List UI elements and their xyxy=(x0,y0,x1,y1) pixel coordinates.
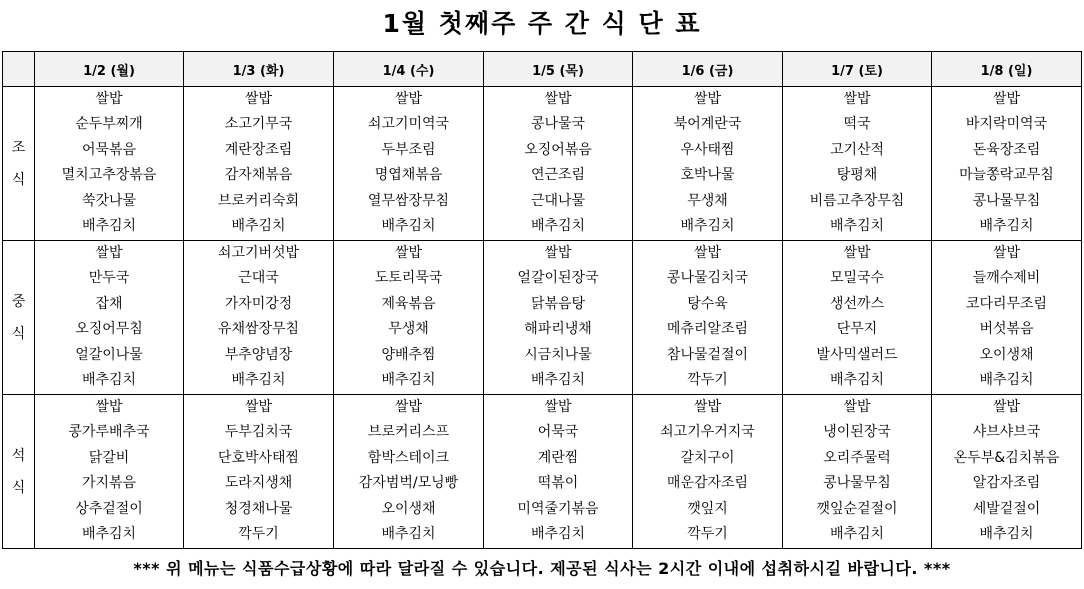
menu-item: 쌀밥 xyxy=(95,91,123,107)
menu-item: 돈육장조림 xyxy=(972,141,1041,158)
meal-row xyxy=(3,395,1082,549)
menu-item: 들깨수제비 xyxy=(972,270,1041,287)
menu-item: 쌀밥 xyxy=(95,245,123,261)
menu-item: 콩나물무침 xyxy=(823,475,891,492)
menu-item: 배추김치 xyxy=(381,525,436,542)
menu-item: 깍두기 xyxy=(687,525,728,542)
meal-label-char: 식 xyxy=(11,171,26,188)
meal-row xyxy=(3,241,1082,395)
menu-item: 멸치고추장볶음 xyxy=(61,167,157,184)
day-header: 1/5 (목) xyxy=(484,52,633,87)
menu-item: 배추김치 xyxy=(530,525,586,542)
menu-cell xyxy=(184,241,334,395)
menu-item: 샤브샤브국 xyxy=(972,424,1041,441)
menu-item: 바지락미역국 xyxy=(965,116,1048,133)
menu-item: 우사태찜 xyxy=(680,141,735,158)
menu-item: 만두국 xyxy=(88,270,130,287)
menu-item: 쌀밥 xyxy=(394,245,423,261)
menu-item: 북어계란국 xyxy=(673,116,742,133)
menu-item: 닭갈비 xyxy=(88,449,130,466)
meal-label-char: 식 xyxy=(11,479,26,496)
menu-item: 모밀국수 xyxy=(829,270,885,287)
menu-item: 호박나물 xyxy=(680,167,735,184)
menu-item: 쌀밥 xyxy=(244,399,273,415)
menu-cell xyxy=(484,241,633,395)
menu-item: 쇠고기버섯밥 xyxy=(217,245,300,261)
menu-item: 무생채 xyxy=(388,321,429,338)
menu-item: 배추김치 xyxy=(829,525,885,542)
menu-cell xyxy=(783,395,932,549)
menu-item: 감자채볶음 xyxy=(224,167,293,184)
menu-item: 배추김치 xyxy=(829,217,885,234)
menu-item: 쇠고기우거지국 xyxy=(660,424,755,441)
menu-cell xyxy=(633,241,783,395)
menu-cell xyxy=(633,87,783,241)
menu-item: 쌀밥 xyxy=(992,91,1021,107)
menu-item: 근대나물 xyxy=(530,192,586,209)
menu-item: 쌀밥 xyxy=(843,91,871,107)
menu-cell xyxy=(783,87,932,241)
menu-cell xyxy=(932,395,1082,549)
footer-notice: *** 위 메뉴는 식품수급상황에 따라 달라질 수 있습니다. 제공된 식사는 2시간 이내에 섭취하시길 바랍니다. *** xyxy=(133,559,951,578)
day-header: 1/7 (토) xyxy=(783,52,932,87)
menu-item: 도라지생채 xyxy=(224,475,293,492)
menu-item: 배추김치 xyxy=(81,525,137,542)
meal-label-char: 석 xyxy=(11,447,26,464)
menu-item: 해파리냉채 xyxy=(524,321,592,338)
menu-item: 배추김치 xyxy=(979,217,1034,234)
menu-item: 가자미강정 xyxy=(224,295,293,312)
meal-label xyxy=(3,241,35,395)
meal-label xyxy=(3,395,35,549)
menu-item: 계란찜 xyxy=(537,449,579,466)
menu-item: 메츄리알조림 xyxy=(666,321,749,338)
menu-item: 마늘쫑락교무침 xyxy=(959,167,1054,184)
day-header: 1/8 (일) xyxy=(932,52,1082,87)
menu-item: 알감자조림 xyxy=(972,475,1041,492)
menu-cell xyxy=(184,395,334,549)
menu-item: 코다리무조림 xyxy=(965,295,1048,312)
menu-item: 쌀밥 xyxy=(394,399,423,415)
menu-cell xyxy=(334,87,484,241)
menu-item: 소고기무국 xyxy=(224,116,293,133)
menu-item: 쌀밥 xyxy=(693,245,722,261)
day-header: 1/4 (수) xyxy=(334,52,484,87)
menu-item: 떡볶이 xyxy=(537,475,579,492)
menu-item: 배추김치 xyxy=(381,371,436,388)
menu-item: 탕평채 xyxy=(836,167,878,184)
day-header: 1/6 (금) xyxy=(633,52,783,87)
menu-item: 떡국 xyxy=(843,116,871,133)
menu-cell xyxy=(932,241,1082,395)
menu-item: 함박스테이크 xyxy=(367,449,450,466)
menu-item: 단호박사태찜 xyxy=(217,449,300,466)
menu-item: 얼갈이된장국 xyxy=(517,270,599,287)
menu-item: 쌀밥 xyxy=(992,399,1021,415)
menu-item: 쇠고기미역국 xyxy=(367,116,450,133)
menu-item: 브로커리숙회 xyxy=(217,192,300,209)
menu-item: 오이생채 xyxy=(979,346,1034,363)
meal-row xyxy=(3,87,1082,241)
menu-item: 오징어무침 xyxy=(75,321,143,338)
menu-cell xyxy=(484,395,633,549)
menu-item: 깻잎순겉절이 xyxy=(816,500,898,517)
meal-label-char: 중 xyxy=(11,293,26,310)
menu-item: 감자범벅/모닝빵 xyxy=(358,475,459,492)
day-header: 1/2 (월) xyxy=(35,52,184,87)
menu-item: 상추겉절이 xyxy=(75,500,143,517)
menu-item: 쌀밥 xyxy=(394,91,423,107)
menu-item: 제육볶음 xyxy=(381,295,436,312)
menu-item: 오이생채 xyxy=(381,500,436,517)
menu-item: 가지볶음 xyxy=(81,475,137,492)
menu-item: 배추김치 xyxy=(680,217,735,234)
header-row xyxy=(3,52,1082,87)
menu-item: 쑥갓나물 xyxy=(81,192,137,209)
menu-cell xyxy=(334,241,484,395)
menu-item: 쌀밥 xyxy=(244,91,273,107)
menu-item: 배추김치 xyxy=(530,217,586,234)
menu-item: 어묵볶음 xyxy=(81,141,137,158)
menu-item: 매운감자조림 xyxy=(666,475,749,492)
menu-item: 쌀밥 xyxy=(544,91,572,107)
weekly-menu-table xyxy=(2,51,1082,549)
menu-cell xyxy=(633,395,783,549)
menu-item: 미역줄기볶음 xyxy=(517,500,599,517)
menu-item: 깍두기 xyxy=(238,525,279,542)
page-title: 1월 첫째주 주 간 식 단 표 xyxy=(382,9,702,38)
menu-item: 무생채 xyxy=(687,192,728,209)
meal-label xyxy=(3,87,35,241)
menu-cell xyxy=(35,241,184,395)
menu-item: 배추김치 xyxy=(979,525,1034,542)
menu-item: 근대국 xyxy=(238,270,279,287)
menu-item: 쌀밥 xyxy=(693,399,722,415)
menu-cell xyxy=(932,87,1082,241)
menu-item: 잡채 xyxy=(95,295,123,312)
corner-cell xyxy=(3,52,35,87)
menu-item: 배추김치 xyxy=(231,371,286,388)
menu-item: 쌀밥 xyxy=(992,245,1021,261)
menu-item: 냉이된장국 xyxy=(823,424,891,441)
menu-item: 세발겉절이 xyxy=(972,500,1041,517)
menu-item: 닭볶음탕 xyxy=(530,295,586,312)
menu-item: 청경채나물 xyxy=(224,500,293,517)
menu-item: 양배추찜 xyxy=(381,346,436,363)
menu-item: 어묵국 xyxy=(537,424,579,441)
menu-item: 배추김치 xyxy=(231,217,286,234)
menu-item: 얼갈이나물 xyxy=(75,346,143,363)
menu-item: 쌀밥 xyxy=(693,91,722,107)
menu-cell xyxy=(334,395,484,549)
menu-item: 쌀밥 xyxy=(95,399,123,415)
menu-item: 배추김치 xyxy=(81,217,137,234)
menu-item: 배추김치 xyxy=(829,371,885,388)
menu-item: 콩나물김치국 xyxy=(666,270,749,287)
menu-item: 열무쌈장무침 xyxy=(367,192,450,209)
meal-label-char: 식 xyxy=(11,325,26,342)
menu-item: 배추김치 xyxy=(81,371,137,388)
menu-item: 연근조림 xyxy=(530,167,586,184)
menu-cell xyxy=(484,87,633,241)
menu-cell xyxy=(184,87,334,241)
menu-item: 깻잎지 xyxy=(687,500,728,517)
menu-item: 오리주물럭 xyxy=(823,449,891,466)
menu-item: 배추김치 xyxy=(979,371,1034,388)
menu-item: 쌀밥 xyxy=(843,245,871,261)
menu-item: 계란장조림 xyxy=(224,141,293,158)
menu-item: 갈치구이 xyxy=(680,449,735,466)
menu-item: 쌀밥 xyxy=(843,399,871,415)
menu-item: 도토리묵국 xyxy=(374,270,443,287)
menu-body xyxy=(3,87,1082,549)
menu-item: 생선까스 xyxy=(829,295,885,312)
meal-label-char: 조 xyxy=(11,139,26,156)
menu-item: 두부김치국 xyxy=(224,424,293,441)
menu-cell xyxy=(783,241,932,395)
menu-item: 순두부찌개 xyxy=(75,116,143,133)
menu-item: 참나물겉절이 xyxy=(666,346,749,363)
menu-cell xyxy=(35,395,184,549)
menu-item: 시금치나물 xyxy=(524,346,592,363)
menu-item: 비름고추장무침 xyxy=(809,192,905,209)
menu-item: 탕수육 xyxy=(687,295,728,312)
menu-item: 발사믹샐러드 xyxy=(816,346,898,363)
menu-item: 오징어볶음 xyxy=(524,141,592,158)
menu-item: 깍두기 xyxy=(687,371,728,388)
menu-item: 쌀밥 xyxy=(544,399,572,415)
menu-cell xyxy=(35,87,184,241)
menu-item: 콩가루배추국 xyxy=(68,424,150,441)
menu-item: 명엽채볶음 xyxy=(374,167,443,184)
menu-item: 배추김치 xyxy=(530,371,586,388)
menu-item: 콩나물무침 xyxy=(972,192,1041,209)
menu-item: 버섯볶음 xyxy=(979,321,1034,338)
menu-item: 배추김치 xyxy=(381,217,436,234)
menu-item: 콩나물국 xyxy=(530,116,586,133)
menu-item: 브로커리스프 xyxy=(367,424,450,441)
menu-item: 온두부&김치볶음 xyxy=(953,449,1060,466)
menu-item: 두부조림 xyxy=(381,141,436,158)
menu-item: 단무지 xyxy=(836,321,878,338)
menu-item: 유채쌈장무침 xyxy=(217,321,300,338)
menu-item: 부추양념장 xyxy=(224,346,293,363)
day-header: 1/3 (화) xyxy=(184,52,334,87)
menu-item: 쌀밥 xyxy=(544,245,572,261)
menu-item: 고기산적 xyxy=(829,141,885,158)
